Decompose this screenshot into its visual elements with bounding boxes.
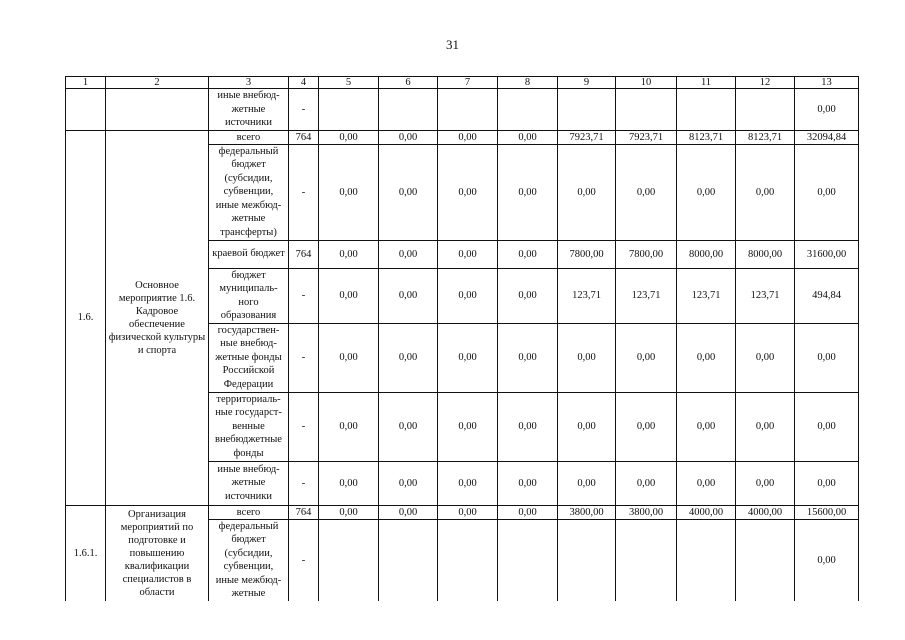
table-row — [66, 505, 859, 519]
value-cell: 0,00 — [736, 461, 795, 505]
code-cell: - — [289, 519, 319, 601]
funding-source-cell: федеральный бюджет (субсидии, субвенции, иные межбюд-жетные трансферты) — [209, 144, 289, 240]
item-number: 1.6.1. — [66, 505, 106, 601]
value-cell: 0,00 — [319, 144, 379, 240]
value-cell: 4000,00 — [736, 505, 795, 519]
value-cell: 0,00 — [498, 392, 558, 461]
value-cell: 0,00 — [677, 323, 736, 392]
value-cell: 0,00 — [438, 461, 498, 505]
value-cell: 0,00 — [795, 519, 859, 601]
col-header: 13 — [795, 77, 859, 89]
value-cell: 0,00 — [677, 392, 736, 461]
value-cell: 0,00 — [677, 144, 736, 240]
col-header: 1 — [66, 77, 106, 89]
value-cell: 0,00 — [795, 461, 859, 505]
code-cell: 764 — [289, 240, 319, 268]
value-cell: 0,00 — [498, 144, 558, 240]
value-cell: 123,71 — [736, 268, 795, 323]
value-cell: 0,00 — [498, 505, 558, 519]
funding-source-cell: всего — [209, 505, 289, 519]
col-header: 2 — [106, 77, 209, 89]
funding-source-cell: всего — [209, 130, 289, 144]
value-cell: 15600,00 — [795, 505, 859, 519]
value-cell: 7923,71 — [558, 130, 616, 144]
value-cell: 0,00 — [379, 505, 438, 519]
item-name: Основное мероприятие 1.6. Кадровое обеспечение физической культуры и спорта — [106, 130, 209, 505]
value-cell: 0,00 — [736, 144, 795, 240]
value-cell: 4000,00 — [677, 505, 736, 519]
value-cell: 0,00 — [498, 240, 558, 268]
col-header: 10 — [616, 77, 677, 89]
value-cell: 0,00 — [616, 323, 677, 392]
value-cell: 0,00 — [736, 323, 795, 392]
value-cell: 0,00 — [379, 268, 438, 323]
value-cell: 0,00 — [379, 392, 438, 461]
value-cell: 0,00 — [438, 130, 498, 144]
value-cell: 0,00 — [558, 461, 616, 505]
funding-source-cell: иные внебюд-жетные источники — [209, 461, 289, 505]
value-cell: 0,00 — [379, 323, 438, 392]
value-cell: 494,84 — [795, 268, 859, 323]
value-cell: 0,00 — [319, 130, 379, 144]
header-row — [66, 77, 859, 89]
funding-source-cell: федеральный бюджет (субсидии, субвенции, иные межбюд-жетные — [209, 519, 289, 601]
code-cell: - — [289, 392, 319, 461]
value-cell: 0,00 — [319, 323, 379, 392]
value-cell: 0,00 — [498, 130, 558, 144]
value-cell: 8000,00 — [736, 240, 795, 268]
value-cell: 0,00 — [795, 89, 859, 131]
value-cell: 0,00 — [795, 144, 859, 240]
value-cell: 123,71 — [558, 268, 616, 323]
value-cell: 8123,71 — [736, 130, 795, 144]
page-number: 31 — [446, 37, 459, 52]
value-cell: 0,00 — [558, 392, 616, 461]
funding-source-cell: государствен-ные внебюд-жетные фонды Российской Федерации — [209, 323, 289, 392]
value-cell: 0,00 — [616, 392, 677, 461]
funding-source-cell: краевой бюджет — [209, 240, 289, 268]
code-cell: - — [289, 268, 319, 323]
value-cell: 0,00 — [379, 461, 438, 505]
value-cell: 123,71 — [616, 268, 677, 323]
col-header: 8 — [498, 77, 558, 89]
value-cell: 0,00 — [438, 323, 498, 392]
col-header: 11 — [677, 77, 736, 89]
value-cell: 0,00 — [616, 461, 677, 505]
value-cell: 31600,00 — [795, 240, 859, 268]
value-cell: 0,00 — [558, 144, 616, 240]
value-cell: 0,00 — [319, 392, 379, 461]
value-cell: 7923,71 — [616, 130, 677, 144]
item-name: Организация мероприятий по подготовке и повышению квалификации специалистов в области — [106, 505, 209, 601]
table-row — [66, 89, 859, 131]
value-cell: 0,00 — [379, 240, 438, 268]
col-header: 6 — [379, 77, 438, 89]
value-cell: 123,71 — [677, 268, 736, 323]
code-cell: - — [289, 144, 319, 240]
col-header: 3 — [209, 77, 289, 89]
value-cell: 0,00 — [736, 392, 795, 461]
value-cell: 0,00 — [677, 461, 736, 505]
col-header: 4 — [289, 77, 319, 89]
code-cell: - — [289, 461, 319, 505]
col-header: 12 — [736, 77, 795, 89]
value-cell: 0,00 — [795, 323, 859, 392]
value-cell: 0,00 — [319, 461, 379, 505]
item-number: 1.6. — [66, 130, 106, 505]
value-cell: 0,00 — [319, 240, 379, 268]
value-cell: 0,00 — [319, 505, 379, 519]
value-cell: 0,00 — [438, 505, 498, 519]
budget-table — [65, 76, 859, 601]
funding-source-cell: территориаль-ные государст-венные внебюджетные фонды — [209, 392, 289, 461]
code-cell: 764 — [289, 505, 319, 519]
value-cell: 0,00 — [558, 323, 616, 392]
value-cell: 8123,71 — [677, 130, 736, 144]
funding-source-cell: бюджет муниципаль-ного образования — [209, 268, 289, 323]
col-header: 7 — [438, 77, 498, 89]
code-cell: - — [289, 89, 319, 131]
value-cell: 0,00 — [438, 392, 498, 461]
value-cell: 0,00 — [438, 144, 498, 240]
value-cell: 0,00 — [438, 240, 498, 268]
code-cell: - — [289, 323, 319, 392]
value-cell: 0,00 — [498, 461, 558, 505]
value-cell: 3800,00 — [616, 505, 677, 519]
value-cell: 0,00 — [379, 130, 438, 144]
value-cell: 0,00 — [319, 268, 379, 323]
col-header: 9 — [558, 77, 616, 89]
value-cell: 7800,00 — [558, 240, 616, 268]
value-cell: 0,00 — [795, 392, 859, 461]
value-cell: 3800,00 — [558, 505, 616, 519]
value-cell: 0,00 — [498, 323, 558, 392]
value-cell: 0,00 — [438, 268, 498, 323]
code-cell: 764 — [289, 130, 319, 144]
value-cell: 0,00 — [616, 144, 677, 240]
table-row — [66, 130, 859, 144]
col-header: 5 — [319, 77, 379, 89]
funding-source-cell: иные внебюд-жетные источники — [209, 89, 289, 131]
value-cell: 32094,84 — [795, 130, 859, 144]
value-cell: 7800,00 — [616, 240, 677, 268]
value-cell: 8000,00 — [677, 240, 736, 268]
value-cell: 0,00 — [379, 144, 438, 240]
value-cell: 0,00 — [498, 268, 558, 323]
